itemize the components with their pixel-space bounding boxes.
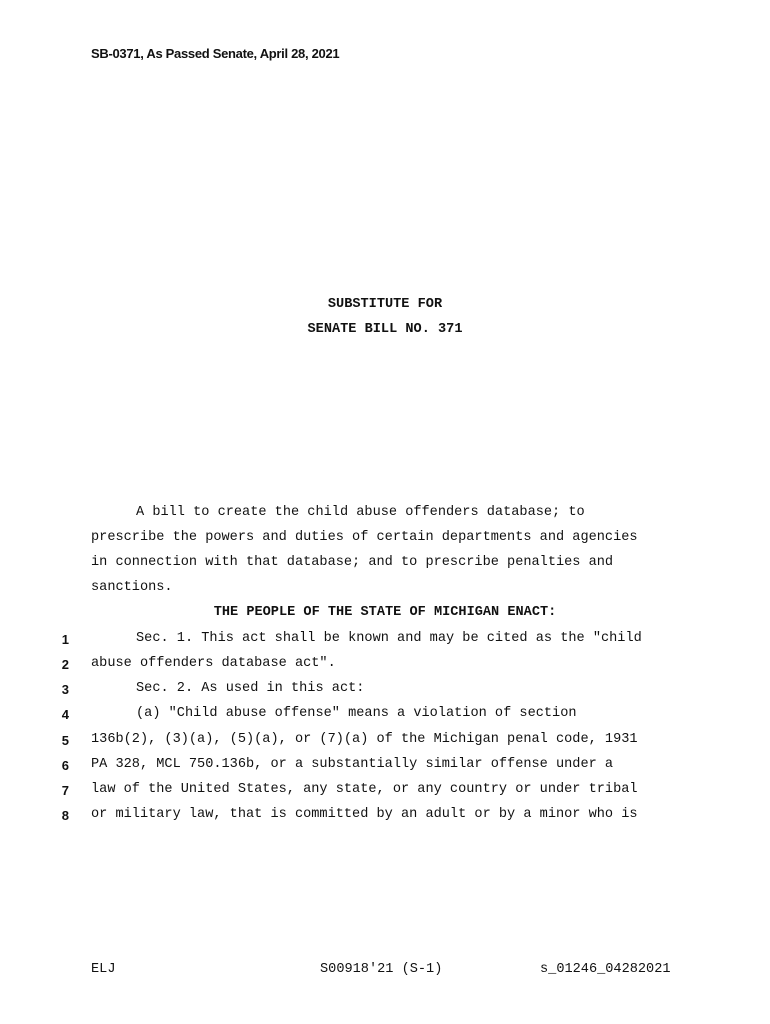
bill-line: Sec. 2. As used in this act: xyxy=(136,681,365,696)
preamble-line: sanctions. xyxy=(91,580,173,595)
line-number: 2 xyxy=(61,657,69,672)
bill-line: (a) "Child abuse offense" means a violation of section xyxy=(136,706,577,721)
title-bill-number: SENATE BILL NO. 371 xyxy=(307,322,463,337)
bill-line: or military law, that is committed by an adult or by a minor who is xyxy=(91,807,638,822)
bill-line: 136b(2), (3)(a), (5)(a), or (7)(a) of the Michigan penal code, 1931 xyxy=(91,732,638,747)
line-number: 3 xyxy=(61,682,69,697)
bill-line: abuse offenders database act". xyxy=(91,656,336,671)
line-number: 6 xyxy=(61,758,69,773)
footer-initials: ELJ xyxy=(91,962,116,977)
enacting-clause: THE PEOPLE OF THE STATE OF MICHIGAN ENACT: xyxy=(213,605,557,620)
bill-line: Sec. 1. This act shall be known and may be cited as the "child xyxy=(136,631,642,646)
passage-header: SB-0371, As Passed Senate, April 28, 2021 xyxy=(91,46,340,61)
preamble-line: in connection with that database; and to prescribe penalties and xyxy=(91,555,614,570)
line-number: 7 xyxy=(61,783,69,798)
line-number: 4 xyxy=(61,707,69,722)
bill-line: law of the United States, any state, or any country or under tribal xyxy=(91,782,638,797)
line-number: 8 xyxy=(61,808,69,823)
footer-file-code: s_01246_04282021 xyxy=(540,962,671,977)
footer-doc-number: S00918'21 (S-1) xyxy=(320,962,443,977)
bill-line: PA 328, MCL 750.136b, or a substantially similar offense under a xyxy=(91,757,614,772)
line-number: 1 xyxy=(61,632,69,647)
title-substitute: SUBSTITUTE FOR xyxy=(327,297,443,312)
line-number: 5 xyxy=(61,733,69,748)
preamble-line: prescribe the powers and duties of certain departments and agencies xyxy=(91,530,638,545)
preamble-line: A bill to create the child abuse offenders database; to xyxy=(136,505,585,520)
